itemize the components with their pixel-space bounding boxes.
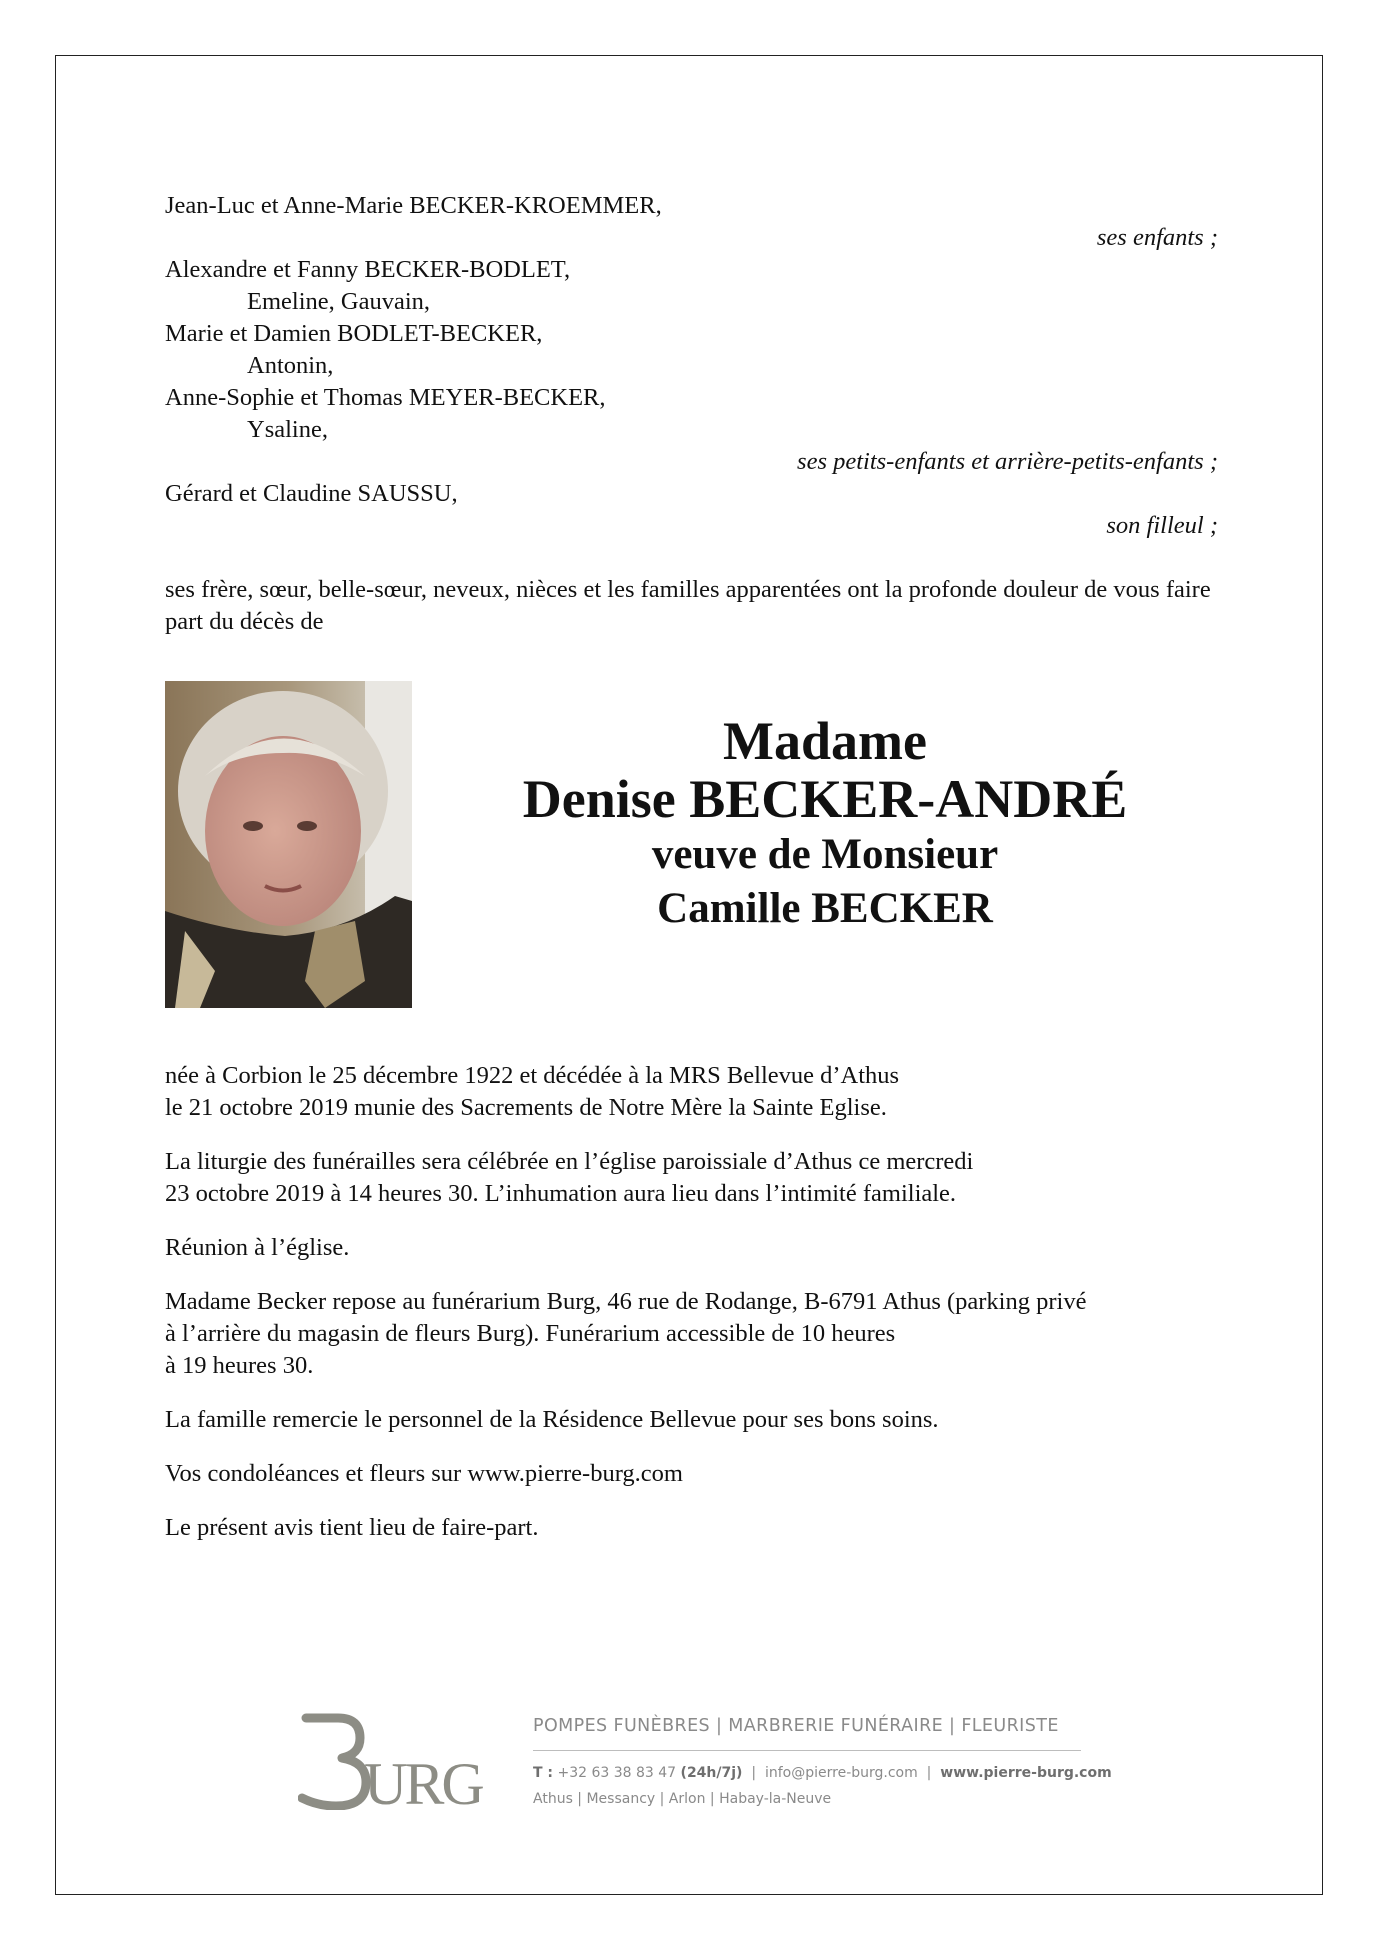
announcement-text: ses frère, sœur, belle-sœur, neveux, nièces et les familles apparentées ont la profonde douleur de vous faire part du décès de (165, 576, 1211, 635)
deceased-name: Denise BECKER-ANDRÉ (522, 769, 1128, 829)
website-link[interactable]: www.pierre-burg.com (940, 1765, 1112, 1781)
portrait-photo (165, 681, 412, 1008)
footer-divider (533, 1750, 1081, 1751)
burg-logo (298, 1710, 483, 1810)
phone-hours: (24h/7j) (680, 1765, 743, 1781)
phone-number: +32 63 38 83 47 (557, 1765, 677, 1781)
footer (298, 1710, 1112, 1820)
cities-line: Athus | Messancy | Arlon | Habay-la-Neuve (533, 1791, 832, 1807)
family-list (165, 190, 1218, 638)
widow-of: veuve de Monsieur (651, 831, 999, 878)
deceased-title: Madame (723, 711, 927, 771)
grandchildren-label: ses petits-enfants et arrière-petits-enfants ; (797, 448, 1218, 475)
birth-death-paragraph: née à Corbion le 25 décembre 1922 et décédée à la MRS Bellevue d’Athus le 21 octobre 2019 munie des Sacrements de Notre Mère la Sainte Eglise. (165, 1062, 900, 1121)
grandchild-line: Anne-Sophie et Thomas MEYER-BECKER, (165, 384, 606, 411)
svg-text:URG: URG (364, 1751, 482, 1810)
repose-paragraph: Madame Becker repose au funérarium Burg, 46 rue de Rodange, B-6791 Athus (parking privé à l’arrière du magasin de fleurs Burg). Funérarium accessible de 10 heures à 19 heures 30. (165, 1288, 1087, 1379)
grandchild-line: Antonin, (247, 352, 334, 379)
notice-paragraph: Le présent avis tient lieu de faire-part. (165, 1514, 539, 1541)
children-names: Jean-Luc et Anne-Marie BECKER-KROEMMER, (165, 192, 662, 219)
grandchild-line: Alexandre et Fanny BECKER-BODLET, (165, 256, 571, 283)
thanks-paragraph: La famille remercie le personnel de la Résidence Bellevue pour ses bons soins. (165, 1406, 939, 1433)
spouse-name: Camille BECKER (657, 885, 993, 932)
meeting-paragraph: Réunion à l’église. (165, 1234, 350, 1261)
liturgy-paragraph: La liturgie des funérailles sera célébrée en l’église paroissiale d’Athus ce mercredi 23 octobre 2019 à 14 heures 30. L’inhumation aura lieu dans l’intimité familiale. (165, 1148, 974, 1207)
email-link[interactable]: info@pierre-burg.com (764, 1765, 918, 1781)
godson-names: Gérard et Claudine SAUSSU, (165, 480, 458, 507)
grandchild-line: Emeline, Gauvain, (247, 288, 431, 315)
godson-label: son filleul ; (1106, 512, 1218, 539)
deceased-name-block (460, 712, 1190, 936)
obituary-body (165, 1060, 1225, 1566)
children-label: ses enfants ; (1096, 224, 1218, 251)
grandchild-line: Marie et Damien BODLET-BECKER, (165, 320, 543, 347)
contact-line: T : +32 63 38 83 47 (24h/7j) | info@pierre-burg.com | www.pierre-burg.com (533, 1765, 1112, 1781)
grandchild-line: Ysaline, (247, 416, 328, 443)
condolences-paragraph: Vos condoléances et fleurs sur www.pierre-burg.com (165, 1460, 683, 1487)
services-tagline: POMPES FUNÈBRES | MARBRERIE FUNÉRAIRE | FLEURISTE (533, 1716, 1059, 1736)
